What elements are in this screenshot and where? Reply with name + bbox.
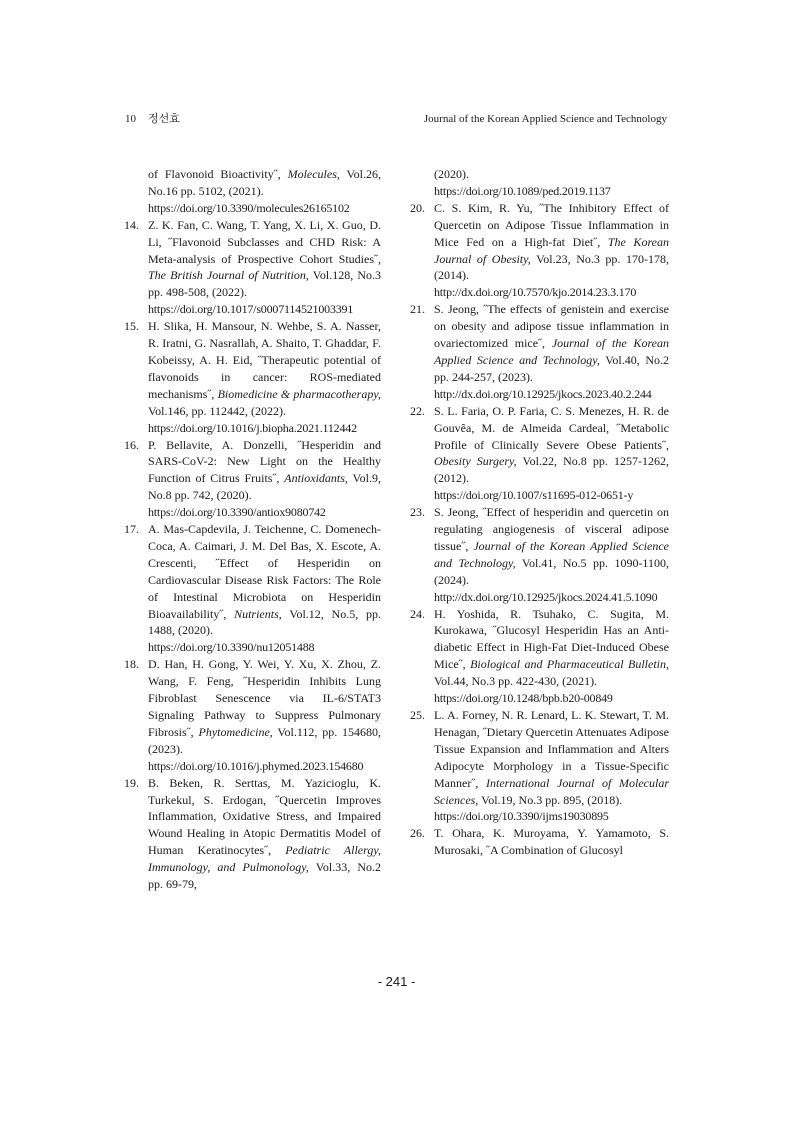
reference-text: T. Ohara, K. Muroyama, Y. Yamamoto, S. Murosaki, ˝A Combination of Glucosyl <box>434 826 669 858</box>
header-left <box>125 112 192 126</box>
reference-journal: Journal of the Korean Applied Science and Technology, <box>434 538 669 570</box>
reference-details: Vol.19, No.3 pp. 895, (2018). <box>478 792 623 807</box>
reference-journal: Phytomedicine, <box>198 724 273 739</box>
reference-column-right <box>410 166 669 859</box>
reference-details: Vol.128, No.3 pp. 498-508, (2022). <box>148 268 381 300</box>
reference-url[interactable]: http://dx.doi.org/10.12925/jkocs.2024.41.5.1090 <box>434 589 658 604</box>
reference-item <box>410 403 669 504</box>
reference-url[interactable]: https://doi.org/10.3390/nu12051488 <box>148 640 315 655</box>
reference-item <box>124 775 381 893</box>
reference-text: L. A. Forney, N. R. Lenard, L. K. Stewart, T. M. Henagan, ˝Dietary Quercetin Attenuates Adipose Tissue Expansion and Inflammation and Alters Adipocyte Morphology in a Tissue-Specific Manner˝, <box>434 708 669 790</box>
reference-item <box>410 301 669 402</box>
reference-number: 17. <box>124 522 139 537</box>
reference-number: 26. <box>410 826 425 841</box>
reference-text: S. Jeong, ˝The effects of genistein and exercise on obesity and adipose tissue inflammation in ovariectomized mice˝, <box>434 302 669 351</box>
reference-url[interactable]: http://dx.doi.org/10.12925/jkocs.2023.40.2.244 <box>434 386 652 401</box>
reference-item <box>124 217 381 318</box>
reference-item <box>410 825 669 859</box>
reference-details: Vol.146, pp. 112442, (2022). <box>148 403 286 418</box>
reference-url[interactable]: http://dx.doi.org/10.7570/kjo.2014.23.3.170 <box>434 285 637 300</box>
reference-number: 21. <box>410 302 425 317</box>
reference-url[interactable]: https://doi.org/10.1089/ped.2019.1137 <box>434 183 611 198</box>
reference-url[interactable]: https://doi.org/10.1248/bpb.b20-00849 <box>434 691 613 706</box>
reference-item <box>124 318 381 436</box>
reference-item <box>410 606 669 707</box>
reference-item <box>124 656 381 774</box>
reference-item <box>410 707 669 825</box>
reference-url[interactable]: https://doi.org/10.1017/s0007114521003391 <box>148 302 354 317</box>
reference-details: Vol.112, pp. 154680, (2023). <box>148 724 381 756</box>
reference-journal: The Korean Journal of Obesity, <box>434 234 669 266</box>
reference-url[interactable]: https://doi.org/10.1016/j.biopha.2021.112442 <box>148 420 357 435</box>
reference-text: H. Slika, H. Mansour, N. Wehbe, S. A. Nasser, R. Iratni, G. Nasrallah, A. Shaito, T. Ghaddar, F. Kobeissy, A. H. Eid, ˝Therapeutic potential of flavonoids in cancer: ROS-mediated mechanisms˝, <box>148 319 381 401</box>
reference-text: S. Jeong, ˝Effect of hesperidin and quercetin on regulating angiogenesis of visceral adipose tissue˝, <box>434 505 669 553</box>
reference-text: D. Han, H. Gong, Y. Wei, Y. Xu, X. Zhou, Z. Wang, F. Feng, ˝Hesperidin Inhibits Lung Fibroblast Senescence via IL-6/STAT3 Signaling Pathway to Suppress Pulmonary Fibrosis˝, <box>148 657 381 739</box>
reference-url[interactable]: https://doi.org/10.3390/antiox9080742 <box>148 505 326 520</box>
journal-name: Journal of the Korean Applied Science and Technology <box>423 113 667 125</box>
reference-journal: Biomedicine & pharmacotherapy, <box>217 386 381 401</box>
reference-text: H. Yoshida, R. Tsuhako, C. Sugita, M. Kurokawa, ˝Glucosyl Hesperidin Has an Anti-diabetic Effect in High-Fat Diet-Induced Obese Mice˝, <box>434 606 669 672</box>
reference-journal: Biological and Pharmaceutical Bulletin, <box>470 657 669 672</box>
reference-text: of Flavonoid Bioactivity˝, <box>148 167 288 181</box>
reference-column-left <box>124 166 381 893</box>
reference-journal: Nutrients, <box>234 606 282 621</box>
reference-details: Vol.9, No.8 pp. 742, (2020). <box>148 471 381 503</box>
reference-number: 19. <box>124 775 139 790</box>
reference-url[interactable]: https://doi.org/10.1007/s11695-012-0651-y <box>434 488 634 503</box>
page-number: 10 <box>125 113 136 125</box>
reference-number: 18. <box>124 657 139 672</box>
reference-number: 22. <box>410 403 425 418</box>
reference-number: 15. <box>124 319 139 334</box>
reference-journal: Obesity Surgery, <box>434 454 517 469</box>
reference-journal: Pediatric Allergy, Immunology, and Pulmonology, <box>148 843 381 875</box>
author-name: 정선효 <box>148 113 180 125</box>
reference-journal: Molecules, <box>287 167 340 181</box>
reference-text: (2020). <box>434 167 469 181</box>
reference-number: 16. <box>124 437 139 452</box>
reference-item <box>124 437 381 522</box>
reference-item <box>124 166 381 217</box>
reference-details: Vol.44, No.3 pp. 422-430, (2021). <box>434 674 598 689</box>
reference-details: Vol.23, No.3 pp. 170-178, (2014). <box>434 251 669 283</box>
reference-details: Vol.40, No.2 pp. 244-257, (2023). <box>434 352 670 384</box>
reference-journal: Journal of the Korean Applied Science and Technology, <box>434 336 669 367</box>
reference-number: 24. <box>410 606 425 621</box>
reference-item <box>410 166 669 200</box>
reference-text: P. Bellavite, A. Donzelli, ˝Hesperidin and SARS-CoV-2: New Light on the Healthy Function of Citrus Fruits˝, <box>148 437 381 486</box>
reference-item <box>124 521 381 656</box>
reference-details: Vol.12, No.5, pp. 1488, (2020). <box>148 606 381 638</box>
reference-item <box>410 504 669 605</box>
reference-text: B. Beken, R. Serttas, M. Yazicioglu, K. Turkekul, S. Erdogan, ˝Quercetin Improves Inflammation, Oxidative Stress, and Impaired Wound Healing in Atopic Dermatitis Model of Human Keratinocytes˝, <box>148 775 381 858</box>
reference-journal: International Journal of Molecular Sciences, <box>434 775 669 807</box>
reference-journal: The British Journal of Nutrition, <box>148 268 309 283</box>
reference-url[interactable]: https://doi.org/10.1016/j.phymed.2023.154680 <box>148 758 364 773</box>
reference-number: 20. <box>410 200 425 215</box>
running-header <box>125 112 667 128</box>
reference-url[interactable]: https://doi.org/10.3390/ijms19030895 <box>434 809 609 824</box>
reference-journal: Antioxidants, <box>284 471 348 486</box>
reference-number: 25. <box>410 708 425 722</box>
reference-number: 14. <box>124 217 139 232</box>
page-footer-number: - 241 - <box>377 974 416 989</box>
reference-number: 23. <box>410 505 425 520</box>
reference-text: S. L. Faria, O. P. Faria, C. S. Menezes, H. R. de Gouvêa, M. de Almeida Cardeal, ˝Metabolic Profile of Clinically Severe Obese Patients˝, <box>434 403 669 452</box>
reference-details: Vol.26, No.16 pp. 5102, (2021). <box>148 167 381 198</box>
reference-details: Vol.33, No.2 pp. 69-79, <box>148 860 381 892</box>
reference-text: Z. K. Fan, C. Wang, T. Yang, X. Li, X. Guo, D. Li, ˝Flavonoid Subclasses and CHD Risk: A Meta-analysis of Prospective Cohort Studies˝, <box>148 217 381 266</box>
reference-text: A. Mas-Capdevila, J. Teichenne, C. Domenech-Coca, A. Caimari, J. M. Del Bas, X. Escote, A. Crescenti, ˝Effect of Hesperidin on Cardiovascular Disease Risk Factors: The Role of Intestinal Microbiota on Hesperidin Bioavailability˝, <box>148 522 381 621</box>
reference-details: Vol.41, No.5 pp. 1090-1100, (2024). <box>434 555 669 587</box>
reference-url[interactable]: https://doi.org/10.3390/molecules26165102 <box>148 200 350 215</box>
reference-details: Vol.22, No.8 pp. 1257-1262, (2012). <box>434 454 669 486</box>
reference-text: C. S. Kim, R. Yu, ˝The Inhibitory Effect of Quercetin on Adipose Tissue Inflammation in Mice Fed on a High-fat Diet˝, <box>434 200 669 249</box>
reference-item <box>410 200 669 301</box>
